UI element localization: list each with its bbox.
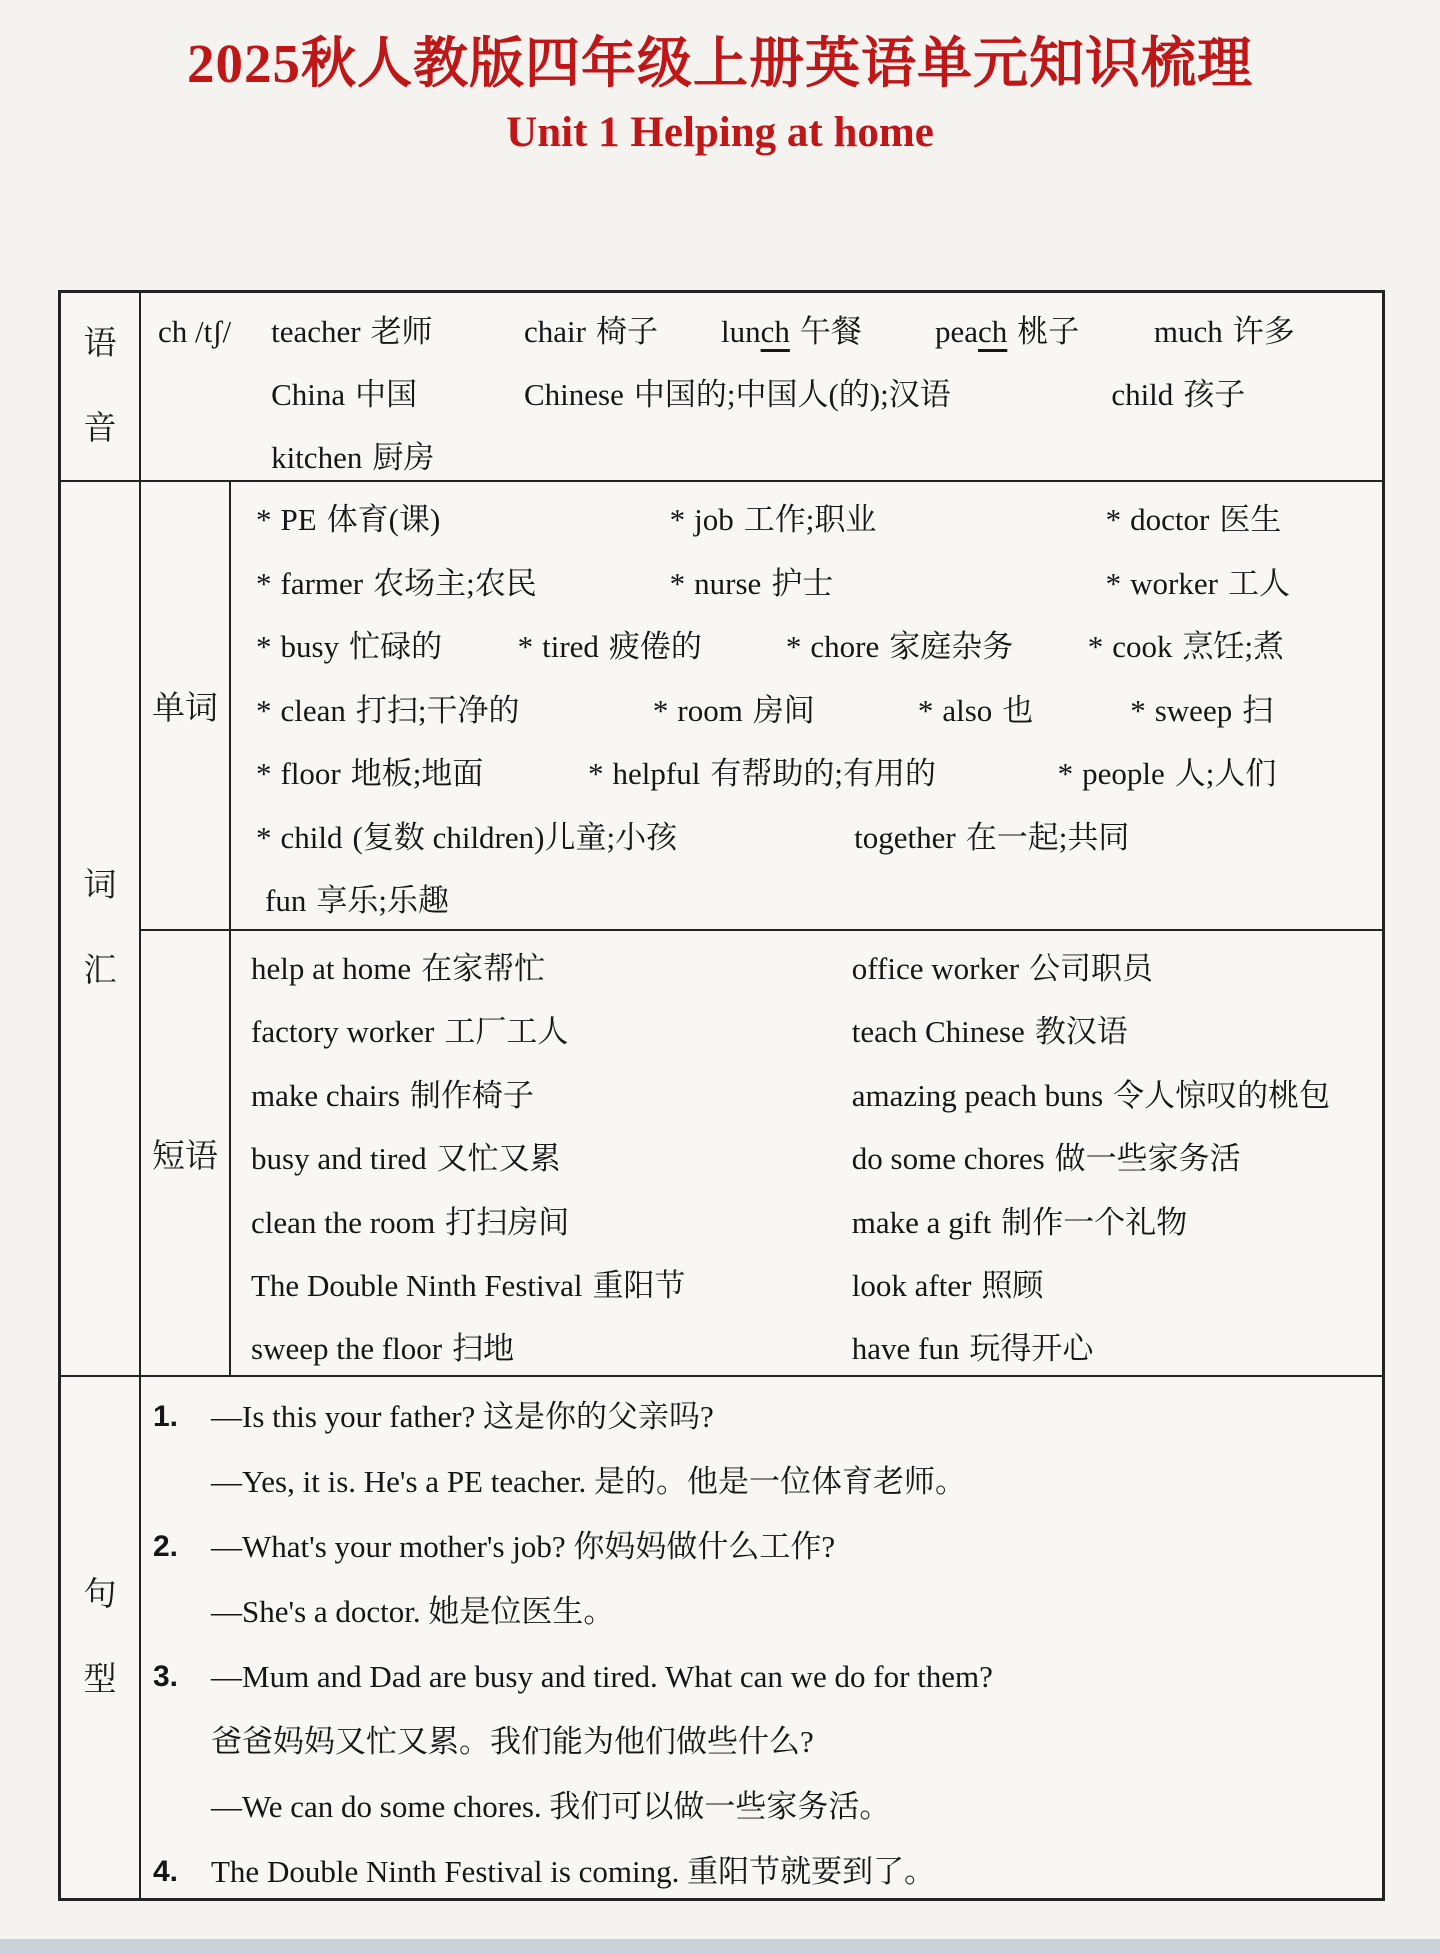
phonics-word: child 孩子 [1111, 377, 1246, 412]
phonics-word: much 许多 [1153, 314, 1295, 349]
phonics-row-label: 语音 [61, 293, 141, 480]
sentence-text: 爸爸妈妈又忙又累。我们能为他们做些什么? [211, 1724, 814, 1759]
word-item: * tired 疲倦的 [517, 629, 702, 664]
word-item: * farmer 农场主;农民 [256, 565, 537, 601]
word-item: * clean 打扫;干净的 [256, 692, 520, 728]
phonics-word: kitchen 厨房 [271, 440, 435, 475]
bottom-strip [0, 1939, 1440, 1954]
word-item: * job 工作;职业 [669, 502, 877, 537]
phrase-item: do some chores 做一些家务活 [851, 1141, 1241, 1177]
phrase-item: factory worker 工厂工人 [251, 1014, 569, 1050]
phonics-sound: ch /tʃ/ [158, 314, 232, 349]
sentence-text: —She's a doctor. 她是位医生。 [211, 1594, 615, 1629]
phrase-item: teach Chinese 教汉语 [851, 1014, 1128, 1050]
word-item: * doctor 医生 [1105, 502, 1282, 537]
word-line [256, 615, 1374, 679]
phonics-line-2 [158, 363, 1374, 426]
unit-subtitle: Unit 1 Helping at home [506, 108, 934, 156]
word-item: fun 享乐;乐趣 [265, 883, 449, 918]
phrase-item: sweep the floor 扫地 [251, 1331, 515, 1367]
sentence-line [153, 1579, 1374, 1644]
sentence-text: —We can do some chores. 我们可以做一些家务活。 [211, 1789, 891, 1824]
sentences-row [61, 1377, 1382, 1898]
word-item: * cook 烹饪;煮 [1087, 629, 1285, 664]
words-label: 单词 [141, 482, 231, 929]
word-item: * worker 工人 [1105, 565, 1290, 601]
phrase-item: look after 照顾 [851, 1268, 1044, 1304]
phrases-label: 短语 [141, 931, 231, 1375]
word-item: * nurse 护士 [669, 565, 834, 601]
word-item: * helpful 有帮助的;有用的 [588, 756, 936, 791]
word-item: * busy 忙碌的 [256, 629, 443, 664]
phrase-item: make a gift 制作一个礼物 [851, 1204, 1188, 1240]
phonics-word: China 中国 [271, 377, 418, 412]
sentences-row-label: 句型 [61, 1377, 141, 1898]
word-line [256, 488, 1374, 552]
word-item: * people 人;人们 [1057, 756, 1277, 791]
sentence-number: 3. [153, 1660, 179, 1693]
sentence-text: —Mum and Dad are busy and tired. What can we do for them? [211, 1659, 993, 1694]
phonics-word: teacher 老师 [271, 314, 433, 349]
sentence-line [153, 1839, 1374, 1904]
phrase-item: The Double Ninth Festival 重阳节 [251, 1268, 686, 1304]
phonics-word: Chinese 中国的;中国人(的);汉语 [524, 377, 951, 412]
phonics-line-1 [158, 300, 1374, 363]
sentence-line [153, 1774, 1374, 1839]
word-line [256, 742, 1374, 806]
sentences-content [141, 1377, 1382, 1898]
sentence-number [153, 1709, 211, 1774]
sentence-line [153, 1384, 1374, 1449]
vocab-row [61, 482, 1382, 1377]
phonics-content [141, 293, 1382, 480]
sentence-number [153, 1579, 211, 1644]
word-item: * floor 地板;地面 [256, 756, 484, 791]
phrase-item: clean the room 打扫房间 [251, 1204, 570, 1240]
word-line [256, 552, 1374, 616]
sentence-text: The Double Ninth Festival is coming. 重阳节就要到了。 [211, 1854, 936, 1889]
word-item: together 在一起;共同 [854, 819, 1130, 855]
phonics-line-3 [158, 426, 1374, 489]
sentence-text: —What's your mother's job? 你妈妈做什么工作? [211, 1529, 836, 1564]
vocab-row-label: 词汇 [61, 482, 141, 1375]
sentence-text: —Yes, it is. He's a PE teacher. 是的。他是一位体育老师。 [211, 1464, 967, 1499]
word-line [256, 679, 1374, 743]
phrases-content [231, 931, 1382, 1375]
phrase-item: have fun 玩得开心 [851, 1331, 1094, 1367]
vocab-column [141, 482, 1382, 1375]
phrase-item: office worker 公司职员 [851, 951, 1154, 986]
words-content [231, 482, 1382, 929]
words-subrow [141, 482, 1382, 931]
word-item: * chore 家庭杂务 [785, 629, 1014, 664]
sentence-line [153, 1514, 1374, 1579]
word-item: * child (复数 children)儿童;小孩 [256, 819, 678, 855]
word-line [256, 806, 1374, 870]
sentence-number: 1. [153, 1400, 179, 1433]
word-item: * sweep 扫 [1130, 692, 1274, 728]
sentence-number: 2. [153, 1530, 179, 1563]
sentence-line [153, 1449, 1374, 1514]
sentence-number: 4. [153, 1855, 179, 1888]
phrase-item: help at home 在家帮忙 [251, 951, 546, 986]
word-item: * room 房间 [652, 692, 815, 728]
phonics-row [61, 293, 1382, 482]
word-line [256, 869, 1374, 933]
word-item: * PE 体育(课) [256, 502, 441, 537]
knowledge-table [58, 290, 1385, 1901]
phrase-item: busy and tired 又忙又累 [251, 1141, 561, 1177]
phrase-item: make chairs 制作椅子 [251, 1077, 534, 1113]
page-title: 2025秋人教版四年级上册英语单元知识梳理 [186, 33, 1253, 94]
phrases-subrow [141, 931, 1382, 1375]
phrases-right-column [852, 937, 1374, 1381]
sentence-number [153, 1449, 211, 1514]
phonics-word: lunch 午餐 [720, 314, 862, 349]
phonics-word: peach 桃子 [935, 314, 1080, 349]
phrase-item: amazing peach buns 令人惊叹的桃包 [851, 1077, 1331, 1113]
sentence-line [153, 1644, 1374, 1709]
sentence-number [153, 1774, 211, 1839]
word-item: * also 也 [917, 692, 1034, 728]
phonics-word: chair 椅子 [524, 314, 658, 349]
sentence-line [153, 1709, 1374, 1774]
sentence-text: —Is this your father? 这是你的父亲吗? [211, 1399, 714, 1434]
phrases-left-column [251, 937, 852, 1381]
